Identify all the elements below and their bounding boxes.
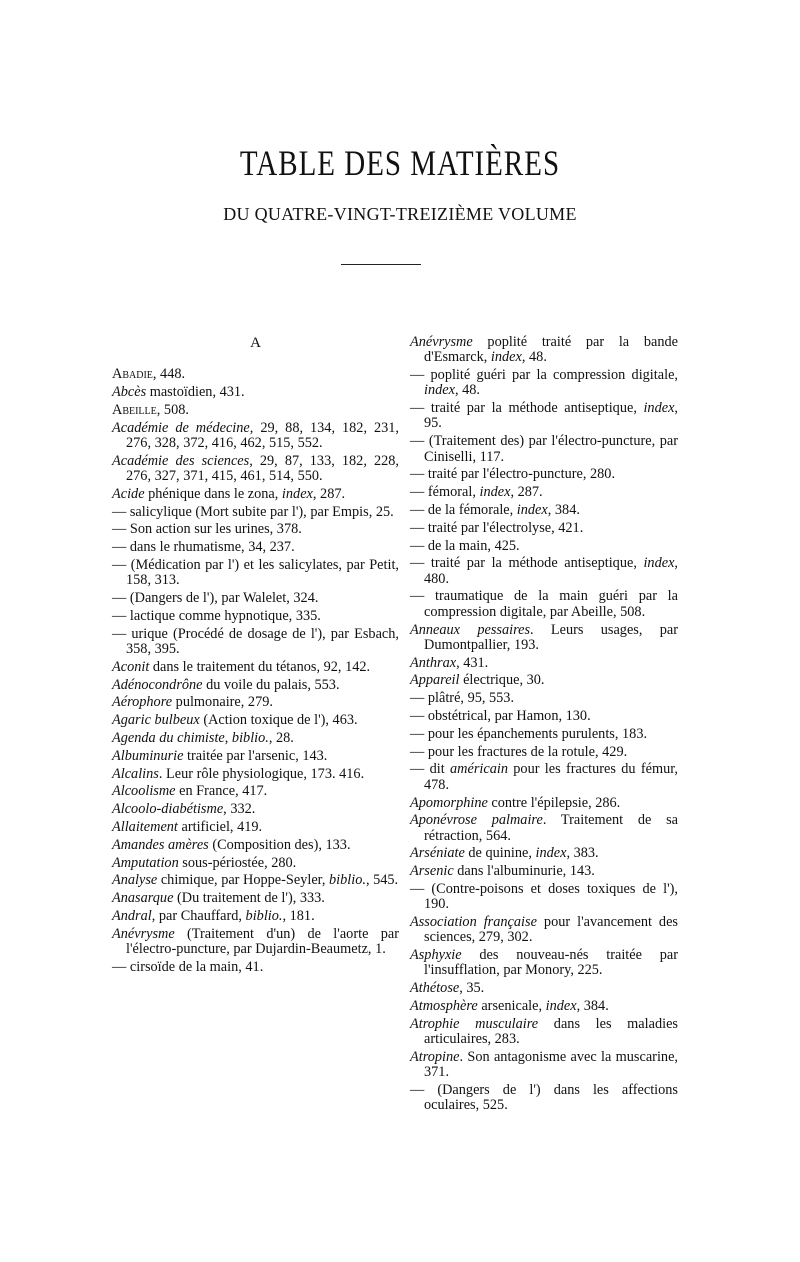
index-entry-text: — salicylique (Mort subite par l'), par Empis, 25.	[112, 503, 394, 520]
index-entry-text: Alcoolo-diabétisme	[112, 801, 224, 818]
index-entry-text: Anneaux pessaires	[410, 621, 531, 638]
index-entry	[112, 749, 399, 764]
index-entry-text: Acide	[112, 485, 145, 502]
index-entry-text: Anévrysme	[410, 334, 473, 350]
index-entry-text: — dans le rhumatisme, 34, 237.	[112, 539, 295, 556]
index-entry-text: . Traitement de sa rétraction, 564.	[424, 812, 678, 844]
index-entry-text: Alcoolisme	[112, 783, 176, 800]
index-entry	[112, 820, 399, 835]
index-entry	[410, 503, 678, 518]
index-entry	[410, 485, 678, 500]
index-entry-text: en France, 417.	[175, 783, 268, 800]
page-subtitle: DU QUATRE-VINGT-TREIZIÈME VOLUME	[223, 204, 577, 224]
index-entry	[410, 1083, 678, 1114]
index-entry	[112, 856, 399, 871]
index-entry-text: — dit	[410, 761, 450, 778]
index-entry-text: Association française	[410, 914, 537, 931]
index-entry-text: index	[479, 484, 511, 501]
index-entry-text: , 332.	[223, 801, 256, 818]
index-entry	[112, 731, 399, 746]
index-entry-text: Alcalins	[112, 765, 159, 782]
index-entry-text: biblio.	[231, 730, 269, 747]
index-entry-text: — traumatique de la main guéri par la compression digitale, par Abeille, 508.	[410, 588, 678, 620]
index-entry-text: Agaric bulbeux	[112, 712, 200, 729]
index-entry	[410, 948, 678, 979]
index-entry	[410, 745, 678, 760]
index-entry	[112, 505, 399, 520]
index-entry	[410, 796, 678, 811]
index-entry-text: — poplité guéri par la compression digitale,	[410, 367, 678, 384]
index-entry-text: — cirsoïde de la main, 41.	[112, 958, 264, 975]
index-entry-text: — (Dangers de l') dans les affections oculaires, 525.	[410, 1082, 678, 1114]
index-entry	[112, 421, 399, 452]
index-entry	[410, 882, 678, 913]
index-entry-text: index	[424, 382, 455, 399]
index-entry	[112, 609, 399, 624]
index-entry-text: de quinine,	[464, 845, 536, 862]
index-entry-text: , 480.	[424, 555, 678, 587]
index-entry	[112, 678, 399, 693]
index-entry-text: , par Chauffard,	[151, 908, 246, 924]
index-entry-text: , 384.	[547, 501, 580, 518]
index-entry-text: — lactique comme hypnotique, 335.	[112, 607, 321, 624]
index-entry	[112, 838, 399, 853]
index-entry-text: , 48.	[521, 349, 547, 366]
index-entry-text: — traité par la méthode antiseptique,	[410, 555, 644, 572]
index-entry-text: contre l'épilepsie, 286.	[487, 794, 621, 811]
index-entry-text: Asphyxie	[410, 947, 462, 964]
index-entry-text: index	[516, 501, 548, 518]
index-entry	[112, 558, 399, 589]
index-entry	[410, 999, 678, 1014]
index-entry-text: Agenda du chimiste	[112, 730, 225, 747]
index-entry-text: , 95.	[424, 400, 678, 432]
index-entry	[410, 539, 678, 554]
index-entry	[410, 368, 678, 399]
index-entry-text: — Son action sur les urines, 378.	[112, 521, 302, 538]
index-entry-text: (Traitement d'un) de l'aorte par l'électro-puncture, par Dujardin-Beaumetz, 1.	[126, 925, 399, 958]
index-entry	[410, 709, 678, 724]
index-entry-text: phénique dans le zona,	[144, 485, 282, 502]
index-entry	[112, 891, 399, 906]
index-entry-text: , 384.	[576, 998, 609, 1015]
index-entry-text: (Composition des), 133.	[208, 836, 351, 853]
index-entry	[410, 401, 678, 432]
index-entry-text: , 508.	[156, 401, 189, 418]
index-entry-text: Atropine	[410, 1048, 460, 1065]
index-entry-text: chimique, par Hoppe-Seyler,	[157, 872, 329, 889]
index-entry-text: , 448.	[152, 366, 186, 383]
index-entry-text: dans l'albuminurie, 143.	[453, 863, 595, 880]
index-entry-text: , 287.	[510, 484, 543, 501]
index-entry-text: du voile du palais, 553.	[202, 676, 340, 693]
index-entry-text: Amputation	[112, 854, 179, 871]
index-entry	[112, 403, 399, 418]
index-entry-text: Andral	[112, 908, 152, 924]
index-entry	[410, 864, 678, 879]
index-entry-text: Athétose	[410, 980, 460, 997]
index-entry	[410, 727, 678, 742]
index-entry-text: index	[643, 555, 675, 572]
index-entry-text: Aconit	[112, 658, 150, 675]
index-entry-text: Abeille	[112, 401, 157, 418]
index-entry	[112, 784, 399, 799]
index-entry-text: Analyse	[112, 872, 158, 889]
index-entry-text: , 431.	[456, 654, 489, 671]
index-entry-text: électrique, 30.	[459, 672, 545, 689]
index-entry-text: , 383.	[566, 845, 599, 862]
index-entry-text: dans le traitement du tétanos, 92, 142.	[149, 658, 371, 675]
index-entry-text: biblio.	[245, 908, 283, 924]
index-entry	[410, 1017, 678, 1048]
index-entry-text: — (Traitement des) par l'électro-puncture, par Ciniselli, 117.	[410, 433, 678, 465]
index-entry	[112, 540, 399, 555]
index-entry	[112, 367, 399, 382]
index-entry-text: Académie des sciences	[112, 452, 250, 469]
index-entry	[112, 802, 399, 817]
index-entry	[112, 909, 399, 924]
index-entry-text: , 48.	[454, 382, 480, 399]
index-entry	[410, 691, 678, 706]
index-entry-text: pulmonaire, 279.	[172, 694, 273, 711]
index-entry-text: dans les maladies articulaires, 283.	[424, 1015, 678, 1048]
title-rule	[341, 264, 421, 265]
index-entry-text: index	[535, 845, 567, 862]
index-entry	[112, 767, 399, 782]
index-entry	[112, 713, 399, 728]
index-entry-text: Aérophore	[112, 694, 173, 711]
index-entry	[410, 589, 678, 620]
index-entry	[410, 846, 678, 861]
index-entry-text: index	[281, 485, 313, 502]
index-entry	[112, 591, 399, 606]
index-entry-text: . Leurs usages, par Dumontpallier, 193.	[424, 621, 679, 653]
index-entry-text: — (Dangers de l'), par Walelet, 324.	[112, 590, 319, 607]
section-letter: A	[250, 335, 261, 351]
index-entry	[410, 673, 678, 688]
index-entry	[410, 467, 678, 482]
index-entry-text: — de la main, 425.	[410, 537, 520, 554]
index-entry-text: Anthrax	[410, 654, 457, 671]
index-entry-text: Atmosphère	[410, 998, 478, 1015]
index-entry	[410, 762, 678, 793]
index-entry-text: — urique (Procédé de dosage de l'), par Esbach, 358, 395.	[112, 625, 399, 658]
index-entry-text: Abcès	[112, 384, 147, 401]
index-entry	[112, 927, 399, 958]
index-entry-text: Arséniate	[410, 845, 465, 862]
index-entry	[112, 522, 399, 537]
index-entry-text: Apomorphine	[410, 794, 488, 811]
index-entry-text: , 29, 88, 134, 182, 231, 276, 328, 372, 416, 462, 515, 552.	[126, 419, 400, 451]
index-entry	[112, 627, 399, 658]
index-entry-text: — obstétrical, par Hamon, 130.	[410, 708, 591, 725]
index-entry-text: des nouveau-nés traitée par l'insufflation, par Monory, 225.	[424, 947, 678, 979]
index-entry-text: , 181.	[282, 908, 315, 924]
index-entry-text: , 545.	[365, 872, 399, 889]
index-entry	[112, 873, 399, 888]
index-entry	[112, 454, 399, 485]
index-entry-text: , 35.	[459, 980, 485, 997]
index-entry	[112, 487, 399, 502]
index-entry-text: biblio.	[329, 872, 366, 889]
index-entry-text: — traité par la méthode antiseptique,	[410, 400, 644, 417]
index-entry-text: (Du traitement de l'), 333.	[173, 890, 325, 907]
page-title: TABLE DES MATIÈRES	[239, 143, 561, 184]
index-entry-text: — traité par l'électrolyse, 421.	[410, 519, 584, 536]
index-entry-text: — fémoral,	[410, 484, 480, 501]
index-entry-text: artificiel, 419.	[177, 819, 263, 836]
index-column-right	[410, 335, 678, 1116]
index-entry-text: — de la fémorale,	[410, 501, 517, 518]
index-entry-text: . Leur rôle physiologique, 173. 416.	[158, 765, 365, 782]
index-entry	[112, 695, 399, 710]
index-entry-text: Anasarque	[112, 890, 174, 907]
index-entry-text: , 29, 87, 133, 182, 228, 276, 327, 371, 415, 461, 514, 550.	[126, 452, 399, 485]
index-entry	[410, 623, 678, 654]
index-entry	[112, 960, 399, 975]
index-entry-text: Allaitement	[112, 819, 178, 836]
index-entry-text: Académie de médecine	[112, 419, 250, 436]
index-entry	[112, 660, 399, 675]
index-entry-text: arsenicale,	[477, 998, 546, 1015]
index-entry-text: sous-périostée, 280.	[178, 854, 297, 871]
index-entry	[410, 1050, 678, 1081]
index-entry	[410, 813, 678, 844]
index-entry-text: Arsenic	[410, 863, 454, 880]
index-entry-text: Anévrysme	[112, 925, 175, 942]
index-entry-text: Atrophie musculaire	[410, 1015, 539, 1032]
index-column-left	[112, 335, 400, 978]
index-entry	[410, 981, 678, 996]
index-entry-text: Aponévrose palmaire	[410, 812, 543, 829]
index-entry-text: traitée par l'arsenic, 143.	[183, 747, 328, 764]
index-entry-text: mastoïdien, 431.	[146, 384, 245, 401]
index-entry-text: index	[545, 998, 577, 1015]
index-entry-text: — pour les épanchements purulents, 183.	[410, 725, 648, 742]
index-entry-text: — plâtré, 95, 553.	[410, 690, 515, 707]
index-entry-text: — pour les fractures de la rotule, 429.	[410, 743, 628, 760]
index-entry-text: , 287.	[312, 485, 346, 502]
index-entry-text: — (Contre-poisons et doses toxiques de l'), 190.	[410, 881, 678, 913]
index-entry-text: américain	[450, 761, 508, 778]
index-entry-text: Albuminurie	[112, 747, 184, 764]
index-entry	[410, 656, 678, 671]
index-entry-text: poplité traité par la bande d'Esmarck,	[424, 334, 678, 366]
index-entry	[410, 556, 678, 587]
index-entry-text: index	[643, 400, 675, 417]
index-entry-text: — (Médication par l') et les salicylates, par Petit, 158, 313.	[112, 557, 399, 589]
index-entry-text: ,	[224, 730, 232, 747]
index-entry-text: index	[490, 349, 522, 366]
index-entry-text: — traité par l'électro-puncture, 280.	[410, 466, 616, 483]
index-entry-text: Adénocondrône	[112, 676, 203, 693]
index-entry	[410, 915, 678, 946]
index-entry	[112, 385, 399, 400]
index-entry-text: Amandes amères	[112, 836, 209, 853]
index-entry-text: pour les fractures du fémur, 478.	[424, 761, 678, 793]
index-entry-text: Appareil	[410, 672, 460, 689]
index-entry-text: (Action toxique de l'), 463.	[199, 712, 358, 729]
index-entry	[410, 521, 678, 536]
index-entry	[410, 335, 678, 366]
index-entry	[410, 434, 678, 465]
index-entry-text: , 28.	[268, 730, 294, 747]
index-entry-text: . Son antagonisme avec la muscarine, 371.	[424, 1048, 678, 1081]
index-entry-text: pour l'avancement des sciences, 279, 302.	[424, 914, 678, 946]
index-entry-text: Abadie	[112, 366, 153, 383]
